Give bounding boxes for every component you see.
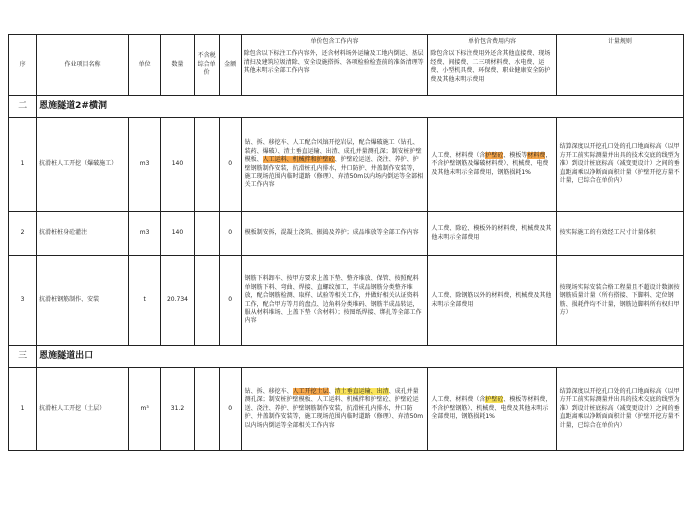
- cell-rule: 按现场实际安装合格工程量且不超设计数据按钢筋质量计量（所有搭接、下脚料、定位钢筋、损耗件均不计量，钢筋边脚料所有权归甲方）: [556, 256, 683, 346]
- cell-qty: 20.734: [161, 256, 194, 346]
- cost-text: 钢筋损耗1%: [461, 413, 495, 421]
- cell-work: 钢筋下料卸车、按甲方要求上盖下垫、整齐堆放、保管、按照配料单钢筋下料、弯曲、焊接、直螺纹加工，半成品钢筋分类整齐堆放，配合钢筋检测、取样、试验等相关工作，并做好相关认证资料工作，配合甲方等月的盘点、边角料分类堆码、钢筋半成品转运，服从材料堆场、上盖下垫（含材料）；按图纸焊接、绑扎等全部工作内容: [241, 256, 428, 346]
- cell-unit: m3: [128, 212, 160, 256]
- header-rule: 计量规则: [556, 35, 683, 96]
- header-unit: 单位: [128, 35, 160, 96]
- section-title: 恩施隧道2#横洞: [37, 96, 684, 118]
- cell-amount: 0: [219, 212, 241, 256]
- cost-highlight: 材料费: [527, 151, 546, 159]
- cell-cost: 人工费、除钢筋以外的材料费，机械费及其他未明示全部费用: [428, 256, 556, 346]
- header-work-title: 单价包含工作内容: [310, 38, 359, 45]
- pricing-table: [8, 34, 684, 451]
- work-text: 、: [328, 387, 335, 395]
- cell-seq: 2: [9, 212, 37, 256]
- cell-price: [194, 256, 219, 346]
- cell-qty: 140: [161, 212, 194, 256]
- cell-work: 模板制安拆，混凝土浇筑、振捣及养护；成品堆放等全部工作内容: [241, 212, 428, 256]
- cell-cost: 人工费、除砼、模板外的材料费，机械费及其他未明示全部费用: [428, 212, 556, 256]
- header-amount: 金额: [219, 35, 241, 96]
- cell-unit: m³: [128, 368, 160, 451]
- work-text: 钻、拆、移挖车、: [244, 387, 293, 395]
- cell-qty: 140: [161, 118, 194, 212]
- section-row: [9, 346, 684, 368]
- cell-work: [241, 368, 428, 451]
- cell-rule: 结算深度以开挖孔口处的孔口地面标高（以甲方开工前实际测量并出具的技术交底的线型为准）到设计桩底标高（减变更设计）之间的垂直距离乘以净断面面积计量（护壁开挖方量不计量，已综合在单价内）: [556, 118, 683, 212]
- cell-amount: 0: [219, 256, 241, 346]
- header-cost: [428, 35, 556, 96]
- cell-seq: 1: [9, 118, 37, 212]
- cell-name: 抗滑桩人工开挖（土层）: [37, 368, 129, 451]
- work-text: 、弃渣50m以内场内倒运等全部相关工作内容: [244, 413, 424, 429]
- cell-qty: 31.2: [161, 368, 194, 451]
- cost-text: 、模板等: [503, 151, 528, 159]
- cell-amount: 0: [219, 118, 241, 212]
- table-row: [9, 256, 684, 346]
- cell-unit: m3: [128, 118, 160, 212]
- section-title: 恩施隧道出口: [37, 346, 684, 368]
- cell-name: 抗滑桩人工开挖（爆破施工）: [37, 118, 129, 212]
- table-row: [9, 118, 684, 212]
- work-text: 、成孔并量测孔深；制安桩护壁模板、人工运料、机械拌和护壁砼、护壁砼运送、浇注、养护、护壁钢筋制作安装，抗滑桩孔内排水，井口防护、井盖制作安装等，施工现场范围内临时道路（修理）: [244, 387, 419, 421]
- header-cost-title: 单价包含费用内容: [467, 38, 516, 45]
- cell-unit: t: [128, 256, 160, 346]
- cell-amount: 0: [219, 368, 241, 451]
- header-name: 作业项目名称: [37, 35, 129, 96]
- work-text: 、弃渣50m以内场内倒运等全部相关工作内容: [244, 172, 424, 189]
- work-text: 、护壁砼运送、浇注、养护、护壁钢筋制作安装，抗滑桩孔内排水，井口防护、井盖制作安装等，施工现场范围内临时道路（修理）: [244, 156, 419, 180]
- cell-work: [241, 118, 428, 212]
- cost-highlight: 护壁砼: [485, 396, 504, 404]
- cell-rule: 按实际施工的有效经工尺寸计量体积: [556, 212, 683, 256]
- cell-rule: 结算深度以开挖孔口处的孔口地面标高（以甲方开工前实际测量并出具的技术交底的线型为准）到设计桩底标高（减变更设计）之间的垂直距离乘以净断面面积计量（护壁开挖方量不计量，已综合在单价内）: [556, 368, 683, 451]
- section-row: [9, 96, 684, 118]
- cost-text: 人工费、材料费（含: [431, 396, 486, 404]
- header-seq: 序: [9, 35, 37, 96]
- header-work: [241, 35, 428, 96]
- header-row: [9, 35, 684, 96]
- cost-highlight: 护壁砼: [485, 151, 504, 159]
- cell-cost: [428, 118, 556, 212]
- work-highlight: 渣土垂直运输、出渣: [334, 387, 389, 395]
- section-number: 三: [9, 346, 37, 368]
- work-highlight: 人工开挖土层: [292, 387, 329, 395]
- table-row: [9, 368, 684, 451]
- cell-cost: [428, 368, 556, 451]
- cell-seq: 1: [9, 368, 37, 451]
- section-number: 二: [9, 96, 37, 118]
- header-qty: 数量: [161, 35, 194, 96]
- table-row: [9, 212, 684, 256]
- cell-price: [194, 212, 219, 256]
- cell-price: [194, 368, 219, 451]
- header-cost-note: 除包含以下标注费用外还含其他直接费、现场经费、间接费、二三项材料费、水电费、运费、小型机具费、环保费、职业健康安全防护费及其他未明示费用: [430, 50, 551, 83]
- work-highlight: 拌和护壁砼: [304, 156, 335, 164]
- cell-seq: 3: [9, 256, 37, 346]
- header-work-note: 除包含以下标注工作内容外，还含材料场外运输及工地内倒运、基层清扫及建筑垃圾清除、安全设施搭拆、各项检验检查前的准备清理等其他未明示全部工作内容: [243, 50, 424, 75]
- cell-price: [194, 118, 219, 212]
- work-highlight: 人工运料、机械: [262, 156, 305, 164]
- cell-name: 抗滑桩桩身砼灌注: [37, 212, 129, 256]
- header-price: 不含税综合单价: [194, 35, 219, 96]
- cost-text: 人工费、材料费（含: [431, 151, 486, 159]
- cost-text: 、模板等材料费，不含护壁钢筋）、机械费、电费及其他未明示全部费用，: [431, 396, 552, 421]
- work-text: 钻、拆、移挖车、人工配合风镐开挖岩层，配合爆破施工（钻孔、装药、爆破）、渣土垂直运输、出渣、成孔并量测孔深；制安桩护壁模板、: [244, 139, 422, 164]
- cell-name: 抗滑桩钢筋制作、安装: [37, 256, 129, 346]
- cost-text: ，不含护壁钢筋及爆破材料费）、机械费、电费及其他未明示全部费用，钢筋损耗1%: [431, 151, 552, 176]
